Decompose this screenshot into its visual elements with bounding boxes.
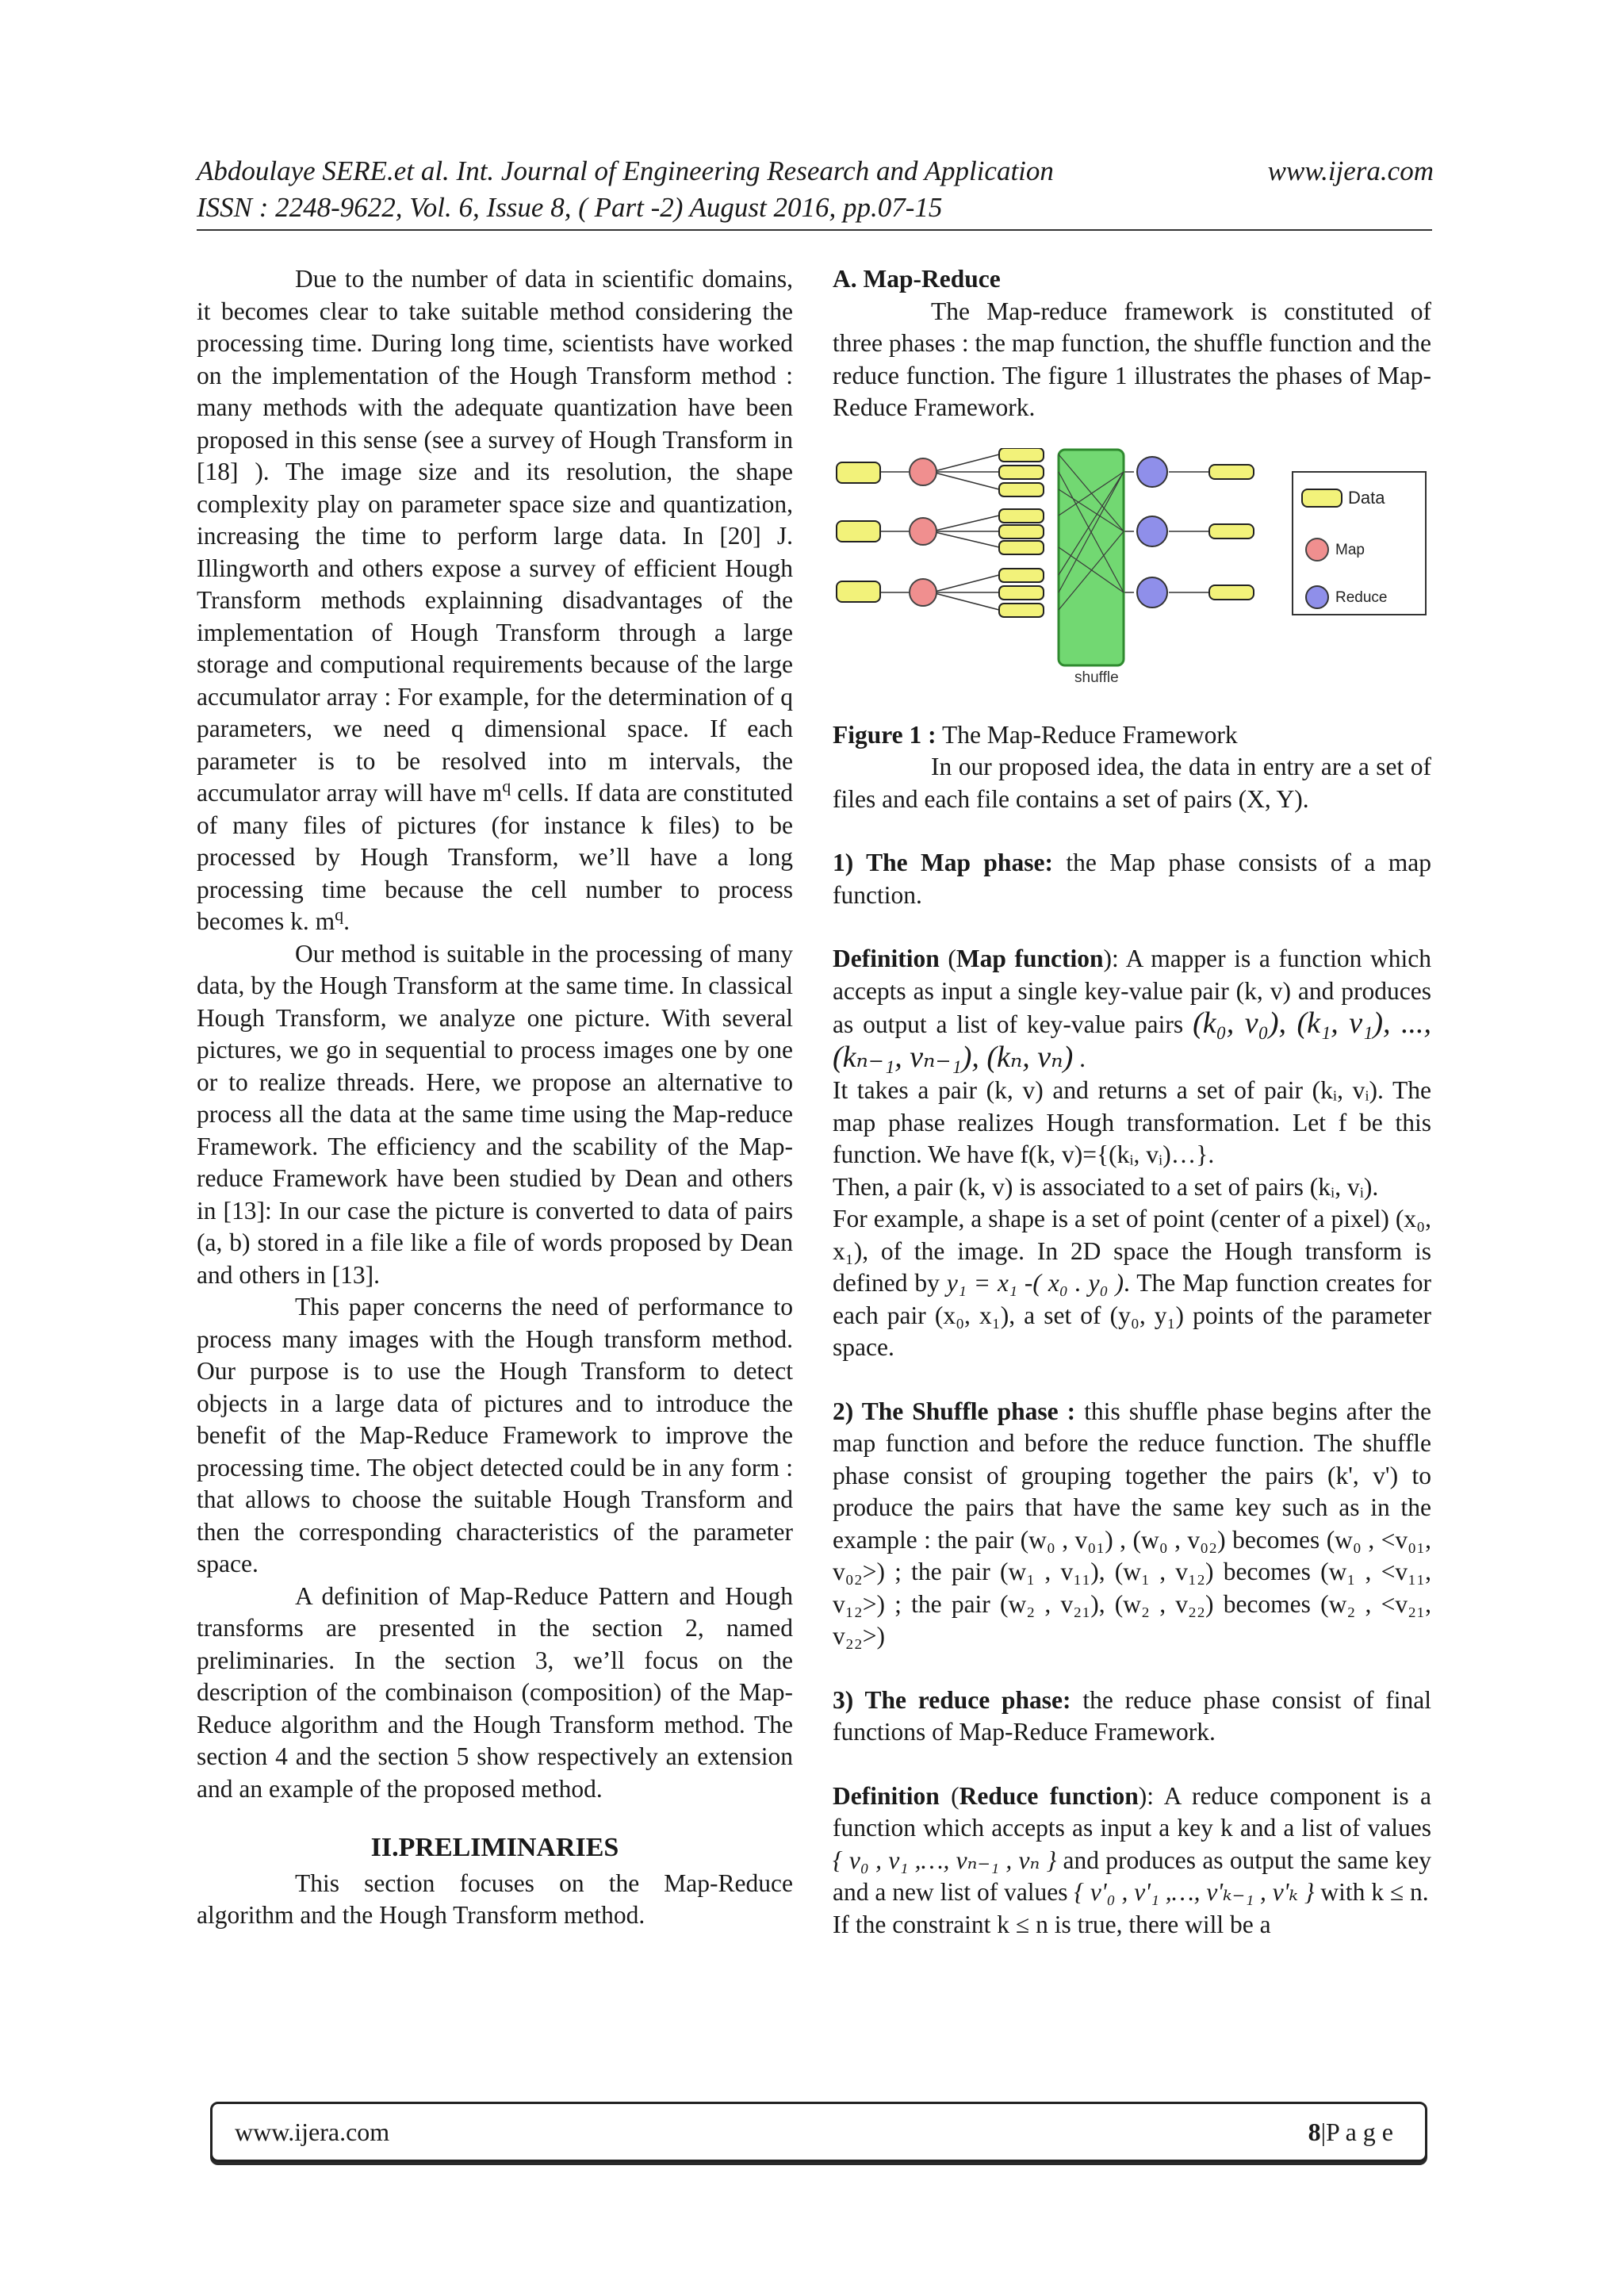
paragraph-intro: Due to the number of data in scientific domains, it becomes clear to take suitable method considering the processing time. During long time, scientists have worked on the implementation of the Hough Transform method : many methods with the adequate quantization have been proposed in this sense (see a survey of Hough Transform in [18] ). The image size and its resolution, the shape complexity play on parameter space size and quantization, increasing the time to perform large data. In [20] J. Illingworth and others expose a survey of efficient Hough Transform methods explainning disadvantages of the implementation of Hough Transform through a large storage and computional requirements because of the large accumulator array : For example, for the determination of q parameters, we need q dimensional space. If each parameter is to be resolved into m intervals, the accumulator array will have $m^q$ cells. If data are constituted of many files of pictures (for instance k files) to be processed by Hough Transform, we’ll have a long processing time because the cell number to process becomes k. $m^q$. — [197, 265, 793, 935]
section-title: II.PRELIMINARIES — [370, 1833, 619, 1862]
shuffle-block — [1059, 450, 1124, 665]
input-data-2 — [837, 521, 880, 542]
legend-data-swatch — [1302, 489, 1342, 507]
reduce-input-formula: { v₀ , v₁ ,…, vₙ₋₁ , vₙ } — [833, 1846, 1057, 1874]
input-data-1 — [837, 462, 880, 483]
legend-reduce-label: Reduce — [1335, 588, 1388, 606]
paragraph-map-phase: 1) The Map phase: the Map phase consists of a map function. — [833, 849, 1431, 909]
header-issn: ISSN : 2248-9622, Vol. 6, Issue 8, ( Part -2) August 2016, pp.07-15 — [197, 192, 943, 223]
output-data-1 — [1209, 465, 1254, 479]
paragraph-map-then: Then, a pair (k, v) is associated to a set of pairs (kᵢ, vᵢ). — [833, 1172, 1379, 1201]
map-node-1 — [910, 458, 936, 485]
reduce-node-3 — [1137, 577, 1167, 608]
reduce-node-1 — [1137, 457, 1167, 487]
paragraph-mapreduce-intro: The Map-reduce framework is constituted of three phases : the map function, the shuffle function and the reduce function. The figure 1 illustrates the phases of Map-Reduce Framework. — [833, 297, 1431, 421]
paragraph-reduce-phase: 3) The reduce phase: the reduce phase consist of final functions of Map-Reduce Framework. — [833, 1685, 1431, 1746]
paragraph-map-pair: It takes a pair (k, v) and returns a set of pair (kᵢ, vᵢ). The map phase realizes Hough transformation. Let f be this function. We have f(k, v)={(kᵢ, vᵢ)…}. — [833, 1076, 1431, 1168]
paragraph-map-example: For example, a shape is a set of point (center of a pixel) (x₀, x₁), of the image. In 2D space the Hough transform is defined by y₁ = x₁ -( x₀ . y₀ ). The Map function creates for each pair (x₀, x₁), a set of (y₀, y₁) points of the parameter space. — [833, 1205, 1431, 1361]
legend-reduce-swatch — [1306, 586, 1328, 608]
input-data-3 — [837, 581, 880, 602]
paragraph-map-definition: Definition (Map function): A mapper is a function which accepts as input a single key-value pair (k, v) and produces as output a list of key-value pairs (k₀, v₀), (k₁, v₁), ..., (kₙ₋₁, vₙ₋₁), (kₙ, vₙ) . — [833, 945, 1431, 1074]
paragraph-constraint: If the constraint k ≤ n is true, there will be a — [833, 1910, 1271, 1938]
paragraph-purpose: This paper concerns the need of performance to process many images with the Hough transform method. Our purpose is to use the Hough Transform to detect objects in a large data of pictures and to introduce the benefit of the Map-Reduce Framework to improve the processing time. The object detected could be in any form : that allows to choose the suitable Hough Transform and then the corresponding characteristics of the parameter space. — [197, 1293, 793, 1577]
map-output-formula: (k₀, v₀), (k₁, v₁), ..., (kₙ₋₁, vₙ₋₁), (kₙ, vₙ) — [833, 1006, 1431, 1074]
footer-url[interactable]: www.ijera.com — [235, 2117, 390, 2146]
reduce-output-formula: { v'₀ , v'₁ ,…, v'ₖ₋₁ , v'ₖ } — [1074, 1878, 1315, 1906]
mapreduce-diagram — [833, 448, 1431, 710]
left-column — [197, 263, 793, 1932]
map-node-3 — [910, 579, 936, 606]
legend-data-label: Data — [1348, 487, 1385, 508]
hough-formula: y₁ = x₁ -( x₀ . y₀ ) — [946, 1269, 1124, 1297]
legend-map-label: Map — [1335, 541, 1365, 558]
figure-caption: Figure 1 : The Map-Reduce Framework — [833, 720, 1238, 749]
shuffle-label: shuffle — [1074, 669, 1119, 686]
figure-mapreduce — [833, 448, 1431, 710]
output-data-2 — [1209, 524, 1254, 539]
output-data-3 — [1209, 585, 1254, 600]
paragraph-method: Our method is suitable in the processing of many data, by the Hough Transform at the same time. In classical Hough Transform, we analyze one picture. With several pictures, we go in sequential to process images one by one or to realize threads. Here, we propose an alternative to process all the data at the same time using the Map-reduce Framework. The efficiency and the scability of the Map-reduce Framework have been studied by Dean and others in [13]: In our case the picture is converted to data of pairs (a, b) stored in a file like a file of words proposed by Dean and others in [13]. — [197, 939, 793, 1289]
paragraph-entry: In our proposed idea, the data in entry are a set of files and each file contains a set of pairs (X, Y). — [833, 753, 1431, 813]
footer-page-number: 8|P a g e — [1308, 2117, 1393, 2146]
paragraph-reduce-definition: Definition (Reduce function): A reduce component is a function which accepts as input a key k and a list of values { v₀ , v₁ ,…, vₙ₋₁ , vₙ } and produces as output the same key and a new list of values { v'₀ , v'₁ ,…, v'ₖ₋₁ , v'ₖ } with k ≤ n. — [833, 1781, 1432, 1906]
paragraph-preliminaries: This section focuses on the Map-Reduce algorithm and the Hough Transform method. — [197, 1869, 793, 1929]
intermediate-data — [999, 448, 1044, 617]
subsection-title: A. Map-Reduce — [833, 265, 1001, 293]
running-header — [197, 153, 1434, 226]
reduce-node-2 — [1137, 516, 1167, 546]
right-column — [833, 263, 1431, 1941]
header-rule — [197, 229, 1432, 231]
paragraph-shuffle-phase: 2) The Shuffle phase : this shuffle phase begins after the map function and before the reduce function. The shuffle phase consist of grouping together the pairs (k', v') to produce the pairs that have the same key such as in the example : the pair (w₀ , v₀₁) , (w₀ , v₀₂) becomes (w₀ , <v₀₁, v₀₂>) ; the pair (w₁ , v₁₁), (w₁ , v₁₂) becomes (w₁ , <v₁₁, v₁₂>) ; the pair (w₂ , v₂₁), (w₂ , v₂₂) becomes (w₂ , <v₂₁, v₂₂>) — [833, 1397, 1431, 1650]
map-node-2 — [910, 518, 936, 545]
header-url[interactable]: www.ijera.com — [1267, 155, 1434, 186]
header-journal: Abdoulaye SERE.et al. Int. Journal of Engineering Research and Application — [197, 155, 1054, 186]
legend-map-swatch — [1306, 539, 1328, 561]
paragraph-outline: A definition of Map-Reduce Pattern and Hough transforms are presented in the section 2, named preliminaries. In the section 3, we’ll focus on the description of the combinaison (composition) of the Map-Reduce algorithm and the Hough Transform method. The section 4 and the section 5 show respectively an extension and an example of the proposed method. — [197, 1581, 793, 1803]
page-footer — [210, 2102, 1427, 2162]
